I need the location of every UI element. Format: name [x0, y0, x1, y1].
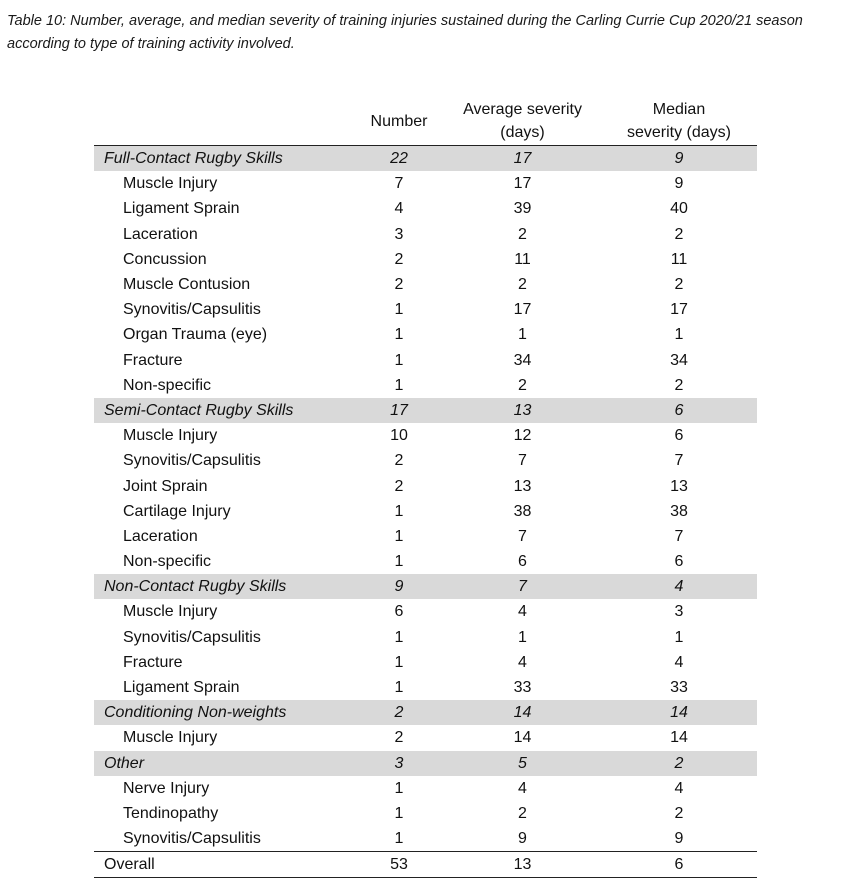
row-label: Laceration: [123, 527, 198, 545]
median-severity-cell: 4: [674, 779, 684, 797]
median-severity-cell: 4: [674, 653, 684, 671]
number-cell: 2: [394, 477, 404, 495]
median-severity-cell: 13: [670, 477, 688, 495]
row-label: Ligament Sprain: [123, 200, 240, 218]
average-severity-cell: 17: [444, 146, 601, 172]
number-cell: 17: [354, 398, 444, 423]
median-severity-cell: 2: [601, 751, 757, 776]
median-severity-cell: 9: [674, 830, 684, 848]
row-label: Synovitis/Capsulitis: [123, 830, 261, 848]
average-severity-cell: 1: [518, 326, 527, 344]
median-severity-cell: 1: [674, 326, 684, 344]
table-row: [94, 650, 757, 675]
number-cell: 3: [394, 225, 404, 243]
median-severity-cell: 40: [670, 200, 688, 218]
row-label: Fracture: [123, 653, 183, 671]
row-label: Muscle Injury: [123, 729, 218, 747]
table-row: [94, 473, 757, 498]
average-severity-cell: 13: [444, 398, 601, 423]
average-severity-cell: 17: [513, 301, 532, 319]
table-row: [94, 599, 757, 624]
number-cell: 1: [394, 527, 404, 545]
category-row: [94, 700, 757, 725]
average-severity-cell: 1: [518, 628, 527, 646]
table-row: [94, 826, 757, 852]
injury-table: [94, 97, 757, 878]
header-activity: [94, 97, 354, 146]
number-cell: 1: [394, 351, 404, 369]
average-severity-cell: 34: [513, 351, 532, 369]
average-severity-cell: 6: [518, 553, 527, 571]
row-label: Muscle Injury: [123, 427, 218, 445]
median-severity-cell: 7: [674, 527, 684, 545]
number-cell: 1: [394, 301, 404, 319]
number-cell: 9: [354, 574, 444, 599]
number-cell: 1: [394, 779, 404, 797]
row-label: Cartilage Injury: [123, 502, 231, 520]
row-label: Non-specific: [123, 553, 212, 571]
number-cell: 53: [354, 852, 444, 878]
median-severity-cell: 14: [601, 700, 757, 725]
table-row: [94, 423, 757, 448]
number-cell: 10: [390, 427, 408, 445]
average-severity-cell: 38: [513, 502, 532, 520]
average-severity-cell: 4: [518, 653, 527, 671]
number-cell: 1: [394, 830, 404, 848]
median-severity-cell: 6: [601, 852, 757, 878]
table-row: [94, 801, 757, 826]
median-severity-cell: 6: [674, 427, 684, 445]
number-cell: 2: [354, 700, 444, 725]
table-row: [94, 625, 757, 650]
number-cell: 2: [394, 250, 404, 268]
number-cell: 22: [354, 146, 444, 172]
table-header-row: [94, 97, 757, 146]
average-severity-cell: 5: [444, 751, 601, 776]
average-severity-cell: 4: [518, 779, 527, 797]
row-label: Other: [94, 751, 354, 776]
row-label: Full-Contact Rugby Skills: [94, 146, 354, 172]
category-row: [94, 751, 757, 776]
number-cell: 1: [394, 553, 404, 571]
table-row: [94, 524, 757, 549]
number-cell: 3: [354, 751, 444, 776]
number-cell: 1: [394, 628, 404, 646]
median-severity-cell: 2: [674, 804, 684, 822]
number-cell: 1: [394, 376, 404, 394]
average-severity-cell: 11: [514, 250, 531, 268]
row-label: Overall: [94, 852, 354, 878]
average-severity-cell: 39: [513, 200, 532, 218]
row-label: Fracture: [123, 351, 183, 369]
median-severity-cell: 2: [674, 276, 684, 294]
number-cell: 2: [394, 452, 404, 470]
median-severity-cell: 1: [674, 628, 684, 646]
category-row: [94, 574, 757, 599]
row-label: Synovitis/Capsulitis: [123, 628, 261, 646]
table-row: [94, 448, 757, 473]
row-label: Ligament Sprain: [123, 679, 240, 697]
median-severity-cell: 6: [601, 398, 757, 423]
row-label: Non-specific: [123, 376, 212, 394]
average-severity-cell: 13: [513, 477, 532, 495]
average-severity-cell: 2: [518, 804, 527, 822]
median-severity-cell: 33: [670, 679, 688, 697]
average-severity-cell: 17: [513, 175, 532, 193]
table-row: [94, 348, 757, 373]
average-severity-cell: 2: [518, 376, 527, 394]
table-row: [94, 171, 757, 196]
header-number: Number: [354, 97, 444, 146]
number-cell: 1: [394, 326, 404, 344]
table-row: [94, 725, 757, 750]
row-label: Muscle Injury: [123, 603, 218, 621]
overall-row: [94, 852, 757, 878]
number-cell: 6: [394, 603, 404, 621]
median-severity-cell: 34: [670, 351, 688, 369]
number-cell: 1: [394, 804, 404, 822]
median-severity-cell: 6: [674, 553, 684, 571]
table-row: [94, 373, 757, 398]
average-severity-cell: 7: [518, 452, 527, 470]
average-severity-cell: 2: [518, 276, 527, 294]
row-label: Muscle Injury: [123, 175, 218, 193]
median-severity-cell: 9: [674, 175, 684, 193]
average-severity-cell: 9: [518, 830, 527, 848]
median-severity-cell: 11: [670, 250, 688, 268]
median-severity-cell: 4: [601, 574, 757, 599]
row-label: Synovitis/Capsulitis: [123, 452, 261, 470]
average-severity-cell: 2: [518, 225, 527, 243]
average-severity-cell: 4: [518, 603, 527, 621]
category-row: [94, 398, 757, 423]
median-severity-cell: 3: [674, 603, 684, 621]
table-row: [94, 272, 757, 297]
average-severity-cell: 14: [513, 729, 532, 747]
table-body: [94, 146, 757, 878]
number-cell: 2: [394, 729, 404, 747]
header-median-severity: Median severity (days): [601, 97, 757, 146]
number-cell: 1: [394, 653, 404, 671]
header-average-severity: Average severity (days): [444, 97, 601, 146]
row-label: Concussion: [123, 250, 207, 268]
row-label: Non-Contact Rugby Skills: [94, 574, 354, 599]
average-severity-cell: 13: [444, 852, 601, 878]
number-cell: 4: [394, 200, 404, 218]
median-severity-cell: 38: [670, 502, 688, 520]
median-severity-cell: 2: [674, 376, 684, 394]
table-caption: Table 10: Number, average, and median severity of training injuries sustained during the Carling Currie Cup 2020/21 season according to type of training activity involved.: [7, 13, 803, 52]
row-label: Semi-Contact Rugby Skills: [94, 398, 354, 423]
number-cell: 7: [394, 175, 404, 193]
table-row: [94, 776, 757, 801]
average-severity-cell: 7: [518, 527, 527, 545]
average-severity-cell: 14: [444, 700, 601, 725]
table-row: [94, 297, 757, 322]
median-severity-cell: 2: [674, 225, 684, 243]
number-cell: 2: [394, 276, 404, 294]
number-cell: 1: [394, 679, 404, 697]
row-label: Muscle Contusion: [123, 276, 251, 294]
number-cell: 1: [394, 502, 404, 520]
row-label: Tendinopathy: [123, 804, 219, 822]
average-severity-cell: 7: [444, 574, 601, 599]
median-severity-cell: 14: [670, 729, 688, 747]
row-label: Conditioning Non-weights: [94, 700, 354, 725]
table-row: [94, 499, 757, 524]
median-severity-cell: 9: [601, 146, 757, 172]
category-row: [94, 146, 757, 172]
table-row: [94, 322, 757, 347]
table-row: [94, 247, 757, 272]
average-severity-cell: 33: [513, 679, 532, 697]
row-label: Laceration: [123, 225, 198, 243]
table-row: [94, 196, 757, 221]
row-label: Organ Trauma (eye): [123, 326, 268, 344]
table-row: [94, 675, 757, 700]
row-label: Synovitis/Capsulitis: [123, 301, 261, 319]
table-row: [94, 549, 757, 574]
median-severity-cell: 7: [674, 452, 684, 470]
median-severity-cell: 17: [670, 301, 688, 319]
table-row: [94, 222, 757, 247]
row-label: Nerve Injury: [123, 779, 210, 797]
average-severity-cell: 12: [513, 427, 532, 445]
row-label: Joint Sprain: [123, 477, 208, 495]
